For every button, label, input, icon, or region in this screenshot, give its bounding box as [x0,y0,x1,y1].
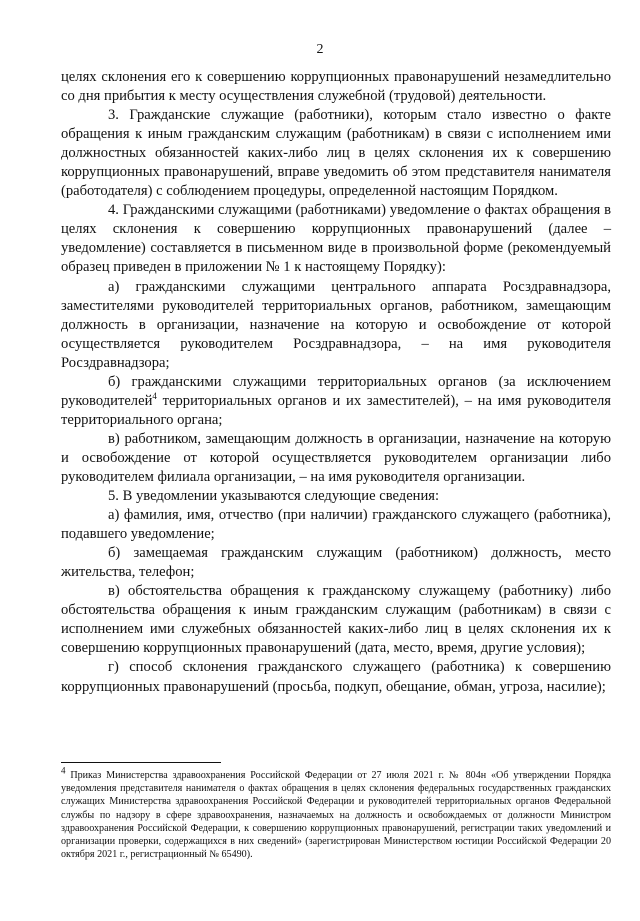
footnote-text-block [61,765,611,861]
subitem-4b-text-end: территориальных органов и их заместителей), – на имя руководителя территориального органа; [61,392,611,428]
paragraph-continuation: целях склонения его к совершению коррупционных правонарушений незамедлительно со дня прибытия к месту осуществления служебной (трудовой) деятельности. [61,69,611,105]
paragraph-item-4: 4. Гражданскими служащими (работниками) уведомление о фактах обращения в целях склонения к совершению коррупционных правонарушений (далее – уведомление) составляется в письменном виде в произвольной форме (рекомендуемый образец приведен в приложении № 1 к настоящему Порядку): [61,202,611,276]
footnote-mark: 4 [61,765,66,776]
subitem-4b-text-start: б) гражданскими служащими территориальных органов (за исключением руководителей [61,373,611,409]
subitem-5a: а) фамилия, имя, отчество (при наличии) гражданского служащего (работника), подавшего уведомление; [61,507,611,543]
footnote [61,765,611,861]
subitem-4b [61,373,611,430]
paragraph-item-3: 3. Гражданские служащие (работники), которым стало известно о факте обращения к иным гражданским служащим (работникам) в связи с исполнением ими должностных обязанностей каких-либо лиц в целях склонения их к совершению коррупционных правонарушений, вправе уведомить об этом представителя нанимателя (работодателя) с соблюдением процедуры, определенной настоящим Порядком. [61,107,611,200]
subitem-5v: в) обстоятельства обращения к гражданскому служащему (работнику) либо обстоятельства обращения к иным гражданским служащим (работникам) в связи с исполнением ими служебных обязанностей каких-либо лиц в целях склонения их к совершению коррупционных правонарушений (дата, место, время, другие условия); [61,583,611,657]
subitem-5g: г) способ склонения гражданского служащего (работника) к совершению коррупционных правонарушений (просьба, подкуп, обещание, обман, угроза, насилие); [61,659,611,695]
subitem-5b: б) замещаемая гражданским служащим (работником) должность, место жительства, телефон; [61,545,611,581]
footnote-separator [61,762,221,763]
footnote-text: Приказ Министерства здравоохранения Российской Федерации от 27 июля 2021 г. № 804н «Об утверждении Порядка уведомления представителя нанимателя о фактах обращения в целях склонения федеральных государственных гражданских служащих Министерства здравоохранения Российской Федерации и руководителей территориальных органов Федеральной службы по надзору в сфере здравоохранения, назначаемых на должность и освобождаемых от должности Министром здравоохранения Российской Федерации, к совершению коррупционных правонарушений, регистрации таких уведомлений и организации проверки, содержащихся в них сведений» (зарегистрирован Министерством юстиции Российской Федерации 20 октября 2021 г., регистрационный № 65490). [61,770,611,861]
page-number: 2 [316,42,324,57]
paragraph-item-5: 5. В уведомлении указываются следующие сведения: [108,488,440,505]
document-body [61,68,611,697]
subitem-4a: а) гражданскими служащими центрального аппарата Росздравнадзора, заместителями руководителей территориальных органов, работником, замещающим должность в организации, назначение на которую и освобождение от которой осуществляется руководителем Росздравнадзора, – на имя руководителя Росздравнадзора; [61,278,611,371]
footnote-reference: 4 [152,390,157,401]
subitem-4v: в) работником, замещающим должность в организации, назначение на которую и освобождение от которой осуществляется руководителем организации либо руководителем филиала организации, – на имя руководителя организации. [61,430,611,485]
